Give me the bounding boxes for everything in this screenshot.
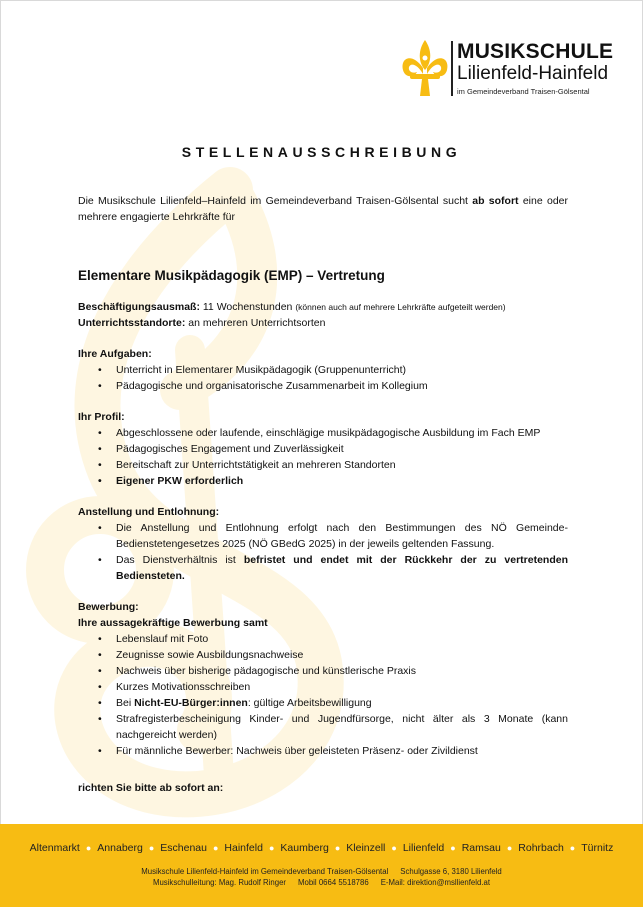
profile-list	[78, 425, 568, 489]
application-subtitle: Ihre aussagekräftige Bewerbung samt	[78, 617, 268, 629]
location-item: Eschenau	[160, 842, 207, 854]
closing-line: richten Sie bitte ab sofort an:	[78, 782, 224, 794]
list-item: • Die Anstellung und Entlohnung erfolgt nach den Bestimmungen des NÖ Gemeinde-Bedienstetengesetzes 2025 (NÖ GBedG 2025) in der jeweils geltenden Fassung.	[78, 520, 568, 552]
separator-dot: ●	[334, 843, 341, 853]
hours-note: (können auch auf mehrere Lehrkräfte aufgeteilt werden)	[295, 302, 506, 312]
eu-bold: Nicht-EU-Bürger:innen	[134, 697, 248, 709]
location-list	[0, 842, 643, 854]
fleur-de-lis-icon	[400, 38, 450, 98]
profile-title: Ihr Profil:	[78, 411, 125, 423]
intro-rest: eine oder mehrere engagierte Lehrkräfte für	[78, 195, 569, 223]
list-item: • Zeugnisse sowie Ausbildungsnachweise	[78, 647, 568, 663]
eu-pre: Bei	[116, 697, 135, 709]
list-item: • Lebenslauf mit Foto	[78, 631, 568, 647]
logo-subtitle: Lilienfeld-Hainfeld	[457, 63, 609, 84]
employment-text: Das Dienstverhältnis ist	[116, 554, 244, 566]
separator-dot: ●	[268, 843, 275, 853]
tasks-list	[78, 362, 568, 394]
list-item	[78, 552, 568, 584]
footer-line-1	[0, 866, 643, 877]
separator-dot: ●	[569, 843, 576, 853]
list-item: • Unterricht in Elementarer Musikpädagogik (Gruppenunterricht)	[78, 362, 568, 378]
hours-line	[78, 299, 568, 315]
job-title: Elementare Musikpädagogik (EMP) – Vertretung	[78, 268, 385, 283]
hours-label: Beschäftigungsausmaß:	[78, 301, 200, 313]
location-item: Ramsau	[461, 842, 501, 854]
tasks-title: Ihre Aufgaben:	[78, 348, 152, 360]
list-item: • Bereitschaft zur Unterrichtstätigkeit an mehreren Standorten	[78, 457, 568, 473]
document-body	[78, 193, 568, 796]
footer-line-2	[0, 877, 643, 888]
location-item: Hainfeld	[224, 842, 263, 854]
list-item: • Eigener PKW erforderlich	[78, 473, 568, 489]
list-item	[78, 695, 568, 711]
employment-list	[78, 520, 568, 584]
separator-dot: ●	[85, 843, 92, 853]
separator-dot: ●	[391, 843, 397, 853]
location-item: Lilienfeld	[402, 842, 445, 854]
list-item: • Abgeschlossene oder laufende, einschlägige musikpädagogische Ausbildung im Fach EMP	[78, 425, 568, 441]
hours-value: 11 Wochenstunden	[199, 301, 296, 313]
footer-email: E-Mail: direktion@msllienfeld.at	[380, 878, 491, 887]
location-item: Altenmarkt	[29, 842, 80, 854]
employment-bold: befristet und endet mit der Rückkehr der zu vertretenden Bediensteten.	[116, 554, 569, 582]
list-item: • Strafregisterbescheinigung Kinder- und Jugendfürsorge, nicht älter als 3 Monate (kann nachgereicht werden)	[78, 711, 568, 743]
separator-dot: ●	[506, 843, 513, 853]
locations-value: an mehreren Unterrichtsorten	[185, 317, 326, 329]
location-item: Kaumberg	[280, 842, 329, 854]
application-list	[78, 631, 568, 759]
location-item: Türnitz	[581, 842, 614, 854]
footer-leader: Musikschulleitung: Mag. Rudolf Ringer	[152, 878, 287, 887]
footer-contact	[0, 866, 643, 888]
intro-paragraph	[78, 193, 568, 225]
footer-bar	[0, 824, 643, 907]
location-item: Kleinzell	[346, 842, 386, 854]
list-item: • Pädagogisches Engagement und Zuverlässigkeit	[78, 441, 568, 457]
employment-title: Anstellung und Entlohnung:	[78, 506, 220, 518]
intro-bold: ab sofort	[472, 195, 519, 207]
separator-dot: ●	[450, 843, 456, 853]
locations-line	[78, 315, 568, 331]
separator-dot: ●	[148, 843, 155, 853]
separator-dot: ●	[212, 843, 219, 853]
logo-association: im Gemeindeverband Traisen-Gölsental	[457, 87, 590, 96]
list-item: • Kurzes Motivationsschreiben	[78, 679, 568, 695]
school-logo	[400, 38, 614, 103]
logo-divider	[451, 41, 453, 96]
page-title: STELLENAUSSCHREIBUNG	[181, 144, 462, 160]
intro-text: Die Musikschule Lilienfeld–Hainfeld im Gemeindeverband Traisen-Gölsental sucht	[78, 195, 473, 207]
logo-title: MUSIKSCHULE	[457, 40, 614, 63]
list-item: • Pädagogische und organisatorische Zusammenarbeit im Kollegium	[78, 378, 568, 394]
location-item: Annaberg	[97, 842, 143, 854]
footer-address: Schulgasse 6, 3180 Lilienfeld	[400, 867, 502, 876]
list-item: • Für männliche Bewerber: Nachweis über geleisteten Präsenz- oder Zivildienst	[78, 743, 568, 759]
eu-post: : gültige Arbeitsbewilligung	[247, 697, 372, 709]
application-title: Bewerbung:	[78, 601, 139, 613]
locations-label: Unterrichtsstandorte:	[78, 317, 186, 329]
footer-org: Musikschule Lilienfeld-Hainfeld im Gemeindeverband Traisen-Gölsental	[141, 867, 389, 876]
location-item: Rohrbach	[518, 842, 564, 854]
job-meta	[78, 299, 568, 331]
list-item: • Nachweis über bisherige pädagogische und künstlerische Praxis	[78, 663, 568, 679]
footer-phone: Mobil 0664 5518786	[298, 878, 369, 887]
